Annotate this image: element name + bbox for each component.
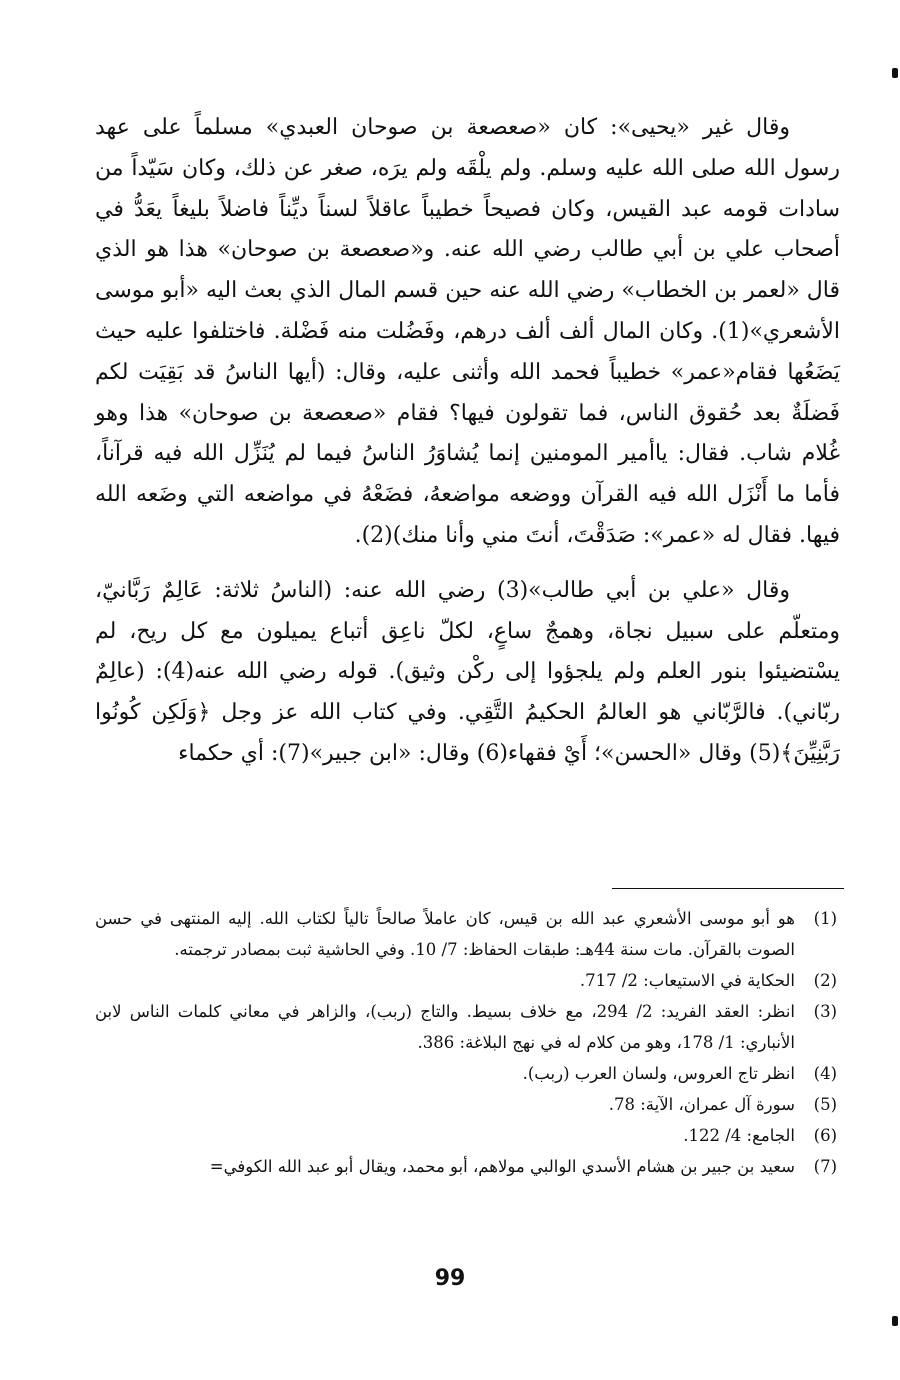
footnote-text: الحكاية في الاستيعاب: 2/ 717.	[579, 971, 795, 990]
footnote-number: (1)	[813, 909, 837, 928]
footnote-number: (7)	[813, 1157, 837, 1176]
footnote-text: هو أبو موسى الأشعري عبد الله بن قيس، كان عاملاً صالحاً تالياً لكتاب الله. إليه المنتهى في حسن الصوت بالقرآن. مات سنة 44هـ: طبقات الحفاظ: 7/ 10. وفي الحاشية ثبت بمصادر ترجمته.	[95, 909, 795, 959]
page-number: 99	[434, 1266, 466, 1291]
paragraph: وقال «علي بن أبي طالب»(3) رضي الله عنه: (الناسُ ثلاثة: عَالِمٌ رَبَّانيّ، ومتعلّم على سبيل نجاة، وهمجٌ ساعٍ، لكلّ ناعِق أتباع يميلون مع كل ريح، لم يسْتضيئوا بنور العلم ولم يلجؤوا إلى ركْن وثيق). قوله رضي الله عنه(4): (عالِمٌ ربّاني). فالرَّبّاني هو العالمُ الحكيمُ التَّقِي. وفي كتاب الله عز وجل ﴿وَلَكِن كُونُوا رَبَّنِيِّنَ﴾(5) وقال «الحسن»؛ أَيْ فقهاء(6) وقال: «ابن جبير»(7): أي حكماء	[95, 577, 840, 766]
footnote-number: (2)	[813, 971, 837, 990]
footnotes	[95, 903, 845, 1182]
footnote-text: سورة آل عمران، الآية: 78.	[608, 1095, 795, 1114]
main-text	[95, 108, 840, 775]
footnote-text: انظر: العقد الفريد: 2/ 294، مع خلاف بسيط. والتاج (ربب)، والزاهر في معاني كلمات الناس لابن الأنباري: 1/ 178، وهو من كلام له في نهج البلاغة: 386.	[95, 1002, 795, 1052]
footnote-number: (6)	[813, 1126, 837, 1145]
footnote-text: سعيد بن جبير بن هشام الأسدي الوالبي مولاهم، أبو محمد، ويقال أبو عبد الله الكوفي=	[209, 1157, 795, 1176]
footnote-number: (5)	[813, 1095, 837, 1114]
footnote-item	[95, 1120, 845, 1151]
footnote-text: انظر تاج العروس، ولسان العرب (ربب).	[522, 1064, 795, 1083]
footnote-number: (3)	[813, 1002, 837, 1021]
footnote-number: (4)	[813, 1064, 837, 1083]
footnote-item	[95, 965, 845, 996]
footnote-item	[95, 996, 845, 1058]
footnote-item	[95, 1151, 845, 1182]
footnote-item	[95, 1089, 845, 1120]
footnote-item	[95, 903, 845, 965]
paragraph: وقال غير «يحيى»: كان «صعصعة بن صوحان العبدي» مسلماً على عهد رسول الله صلى الله عليه وسلم. ولم يلْقَه ولم يرَه، صغر عن ذلك، وكان سَيّداً من سادات قومه عبد القيس، وكان فصيحاً خطيباً عاقلاً لسناً ديِّناً فاضلاً بليغاً يعَدُّ في أصحاب علي بن أبي طالب رضي الله عنه. و«صعصعة بن صوحان» هذا هو الذي قال «لعمر بن الخطاب» رضي الله عنه حين قسم المال الذي بعث اليه «أبو موسى الأشعري»(1). وكان المال ألف ألف درهم، وفَضُلت منه فَضْلة. فاختلفوا عليه حيث يَضَعُها فقام«عمر» خطيباً فحمد الله وأثنى عليه، وقال: (أيها الناسُ قد بَقِيَت لكم فَضلَةٌ بعد حُقوق الناس، فما تقولون فيها؟ فقام «صعصعة بن صوحان» هذا وهو غُلام شاب. فقال: ياأمير المومنين إنما يُشاوَرُ الناسُ فيما لم يُنَزِّل الله فيه قرآناً، فأما ما أَنْزَل الله فيه القرآن ووضعه مواضعهُ، فضَعْهُ في مواضعه التي وضَعه الله فيها. فقال له «عمر»: صَدَقْتَ، أنتَ مني وأنا منك)(2).	[95, 115, 840, 548]
footnote-text: الجامع: 4/ 122.	[683, 1126, 795, 1145]
page-edge-mark-bottom	[892, 1316, 898, 1326]
footnote-separator	[612, 888, 844, 889]
footnote-item	[95, 1058, 845, 1089]
page-edge-mark-top	[892, 68, 898, 78]
